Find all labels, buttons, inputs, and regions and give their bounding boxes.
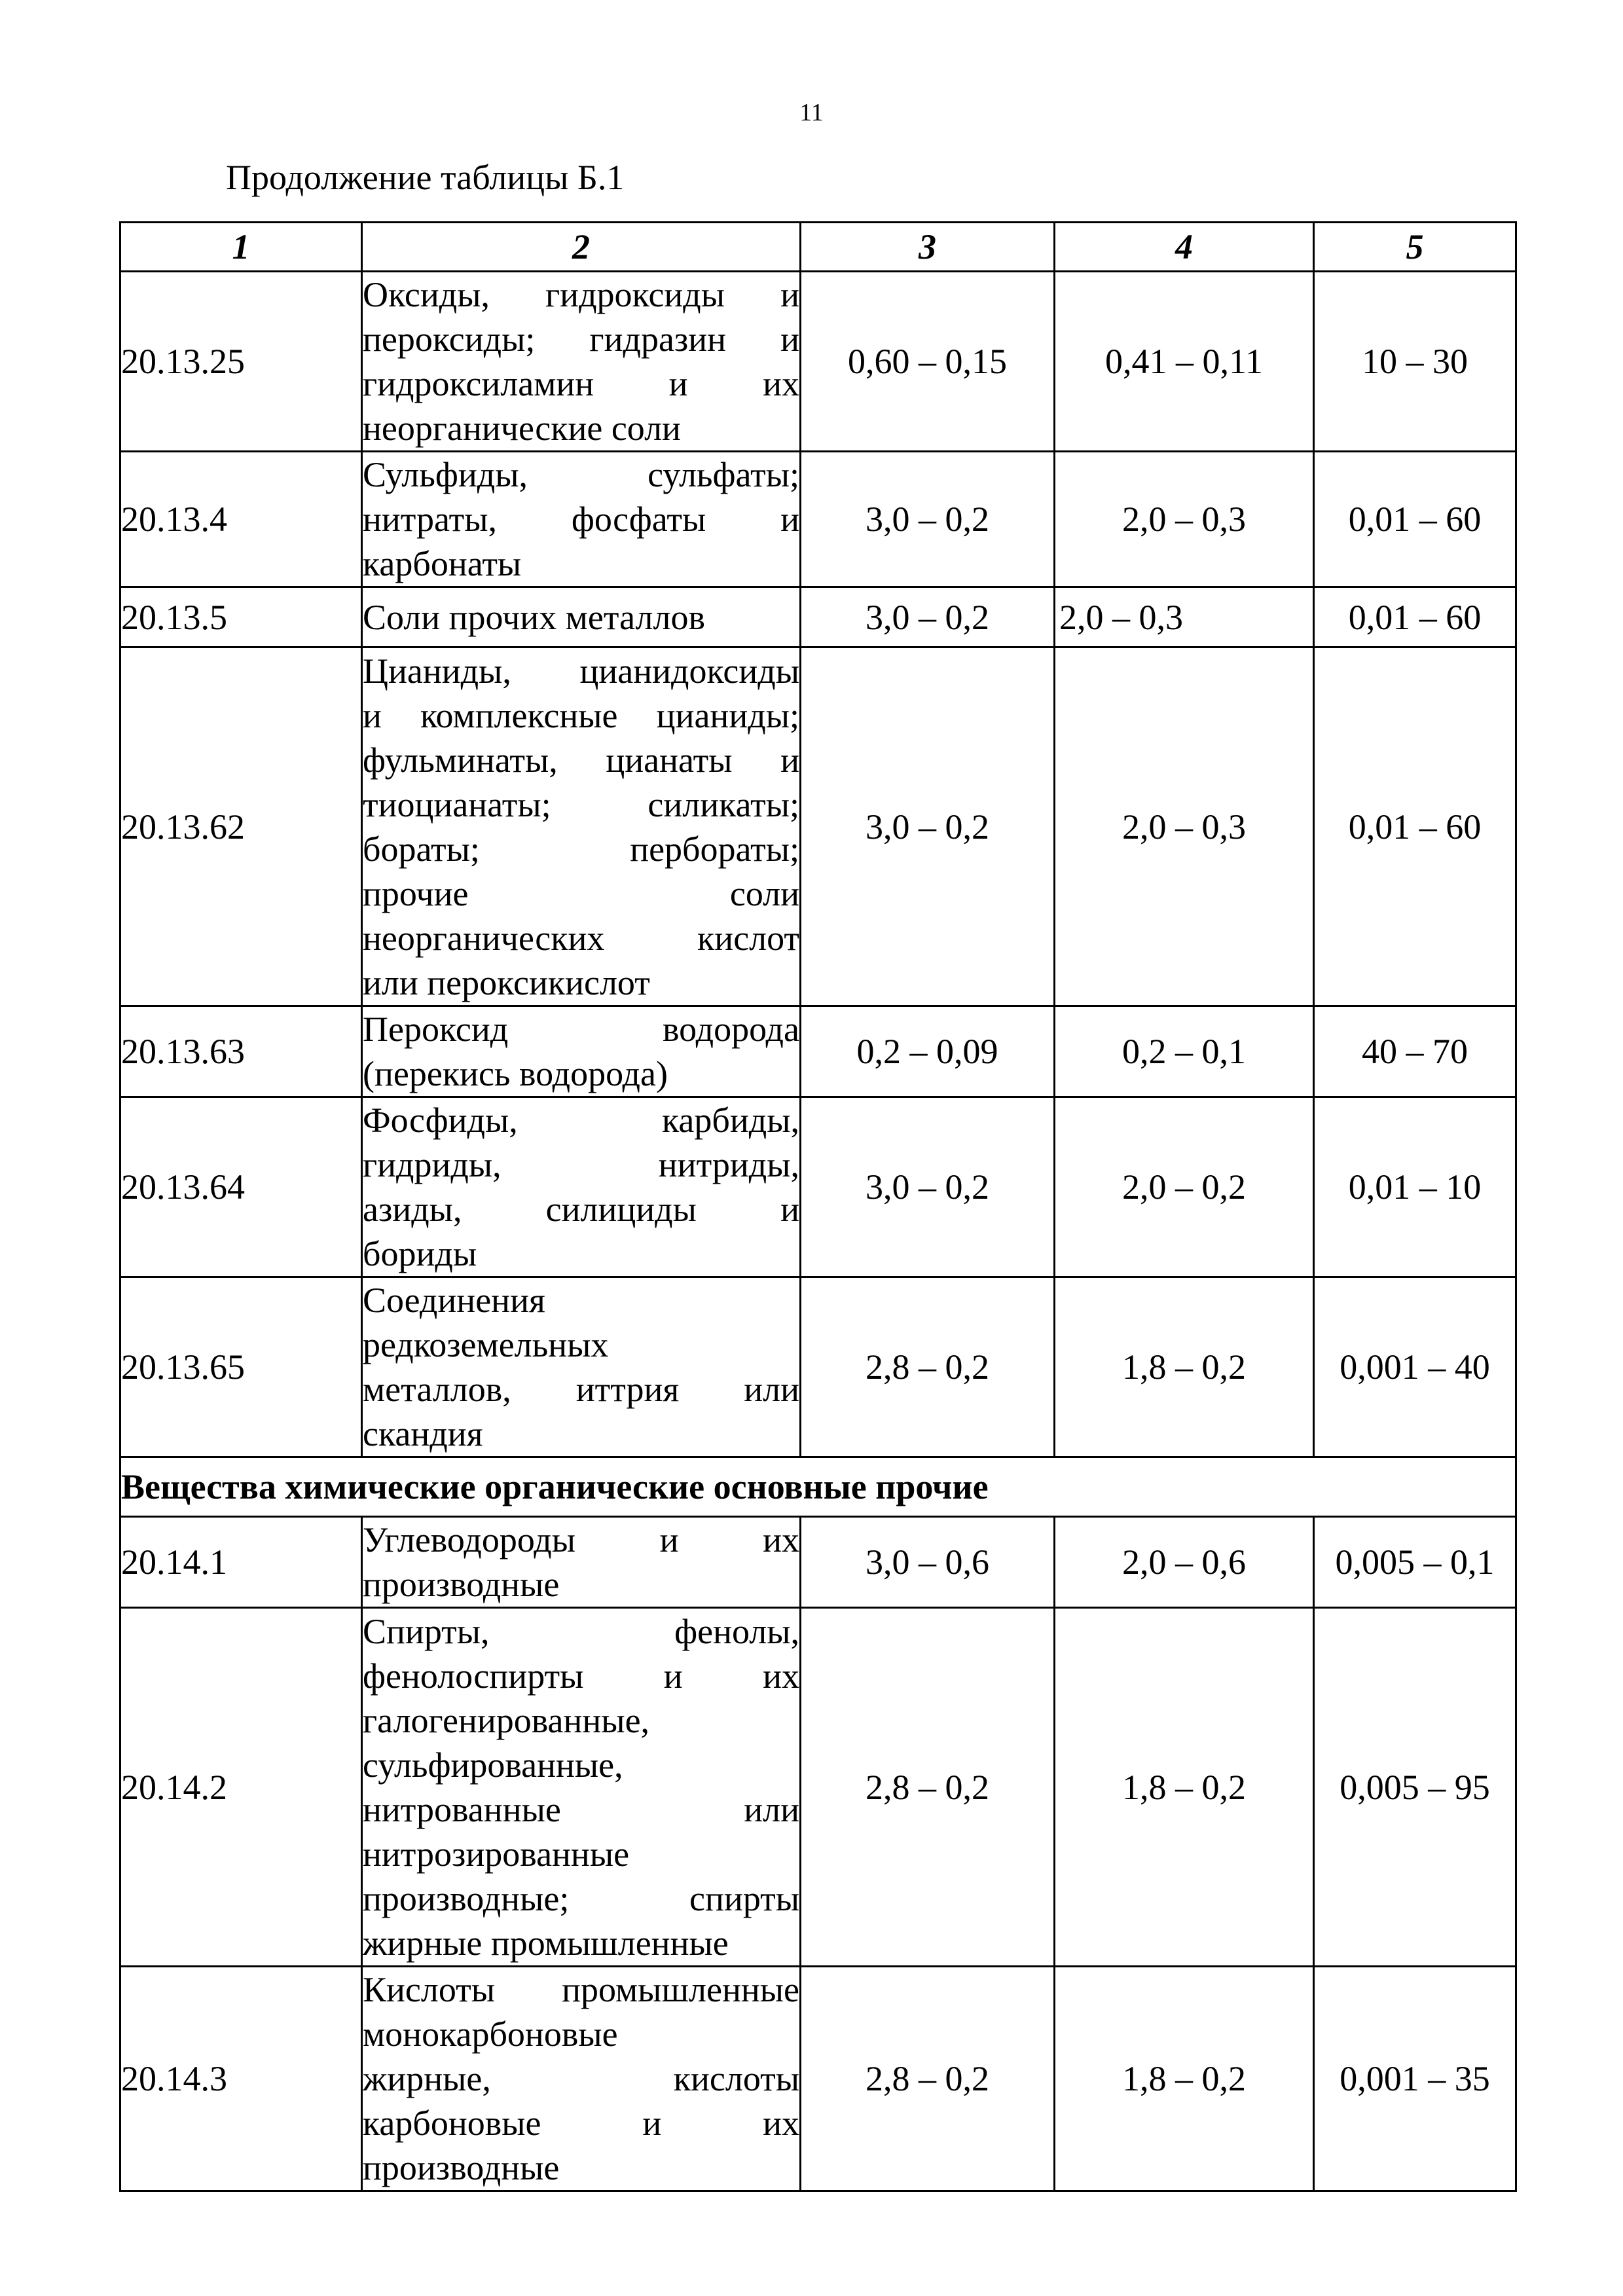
cell-name-line: карбоновые и их [363,2104,799,2143]
cell-name-line: карбонаты [363,544,522,583]
cell-c5: 0,001 – 40 [1314,1277,1516,1457]
cell-c4: 2,0 – 0,3 [1055,452,1314,587]
cell-name-line: фенолоспирты и их [363,1656,799,1696]
cell-name-line: производные; спирты [363,1878,799,1918]
cell-name-line: Углеводороды и их [363,1520,799,1559]
cell-c5: 0,001 – 35 [1314,1967,1516,2191]
cell-name-line: азиды, силициды и [363,1190,799,1229]
cell-name-line: гидриды, нитриды, [363,1145,799,1184]
cell-c3: 3,0 – 0,2 [801,1097,1055,1277]
cell-name [362,1006,801,1097]
cell-code: 20.13.62 [120,647,362,1006]
cell-c3: 3,0 – 0,2 [801,647,1055,1006]
cell-name [362,1097,801,1277]
cell-c3: 3,0 – 0,2 [801,452,1055,587]
table-row [120,1006,1516,1097]
cell-name-line: Соли прочих металлов [363,597,705,637]
column-header: 3 [801,223,1055,272]
table-header-row [120,223,1516,272]
column-header: 2 [362,223,801,272]
cell-code: 20.13.65 [120,1277,362,1457]
cell-c5: 0,01 – 60 [1314,452,1516,587]
cell-code: 20.13.25 [120,272,362,452]
cell-c5: 40 – 70 [1314,1006,1516,1097]
cell-name-line: производные [363,2148,560,2187]
cell-name-line: бориды [363,1234,477,1273]
cell-c4: 0,41 – 0,11 [1055,272,1314,452]
cell-c4: 0,2 – 0,1 [1055,1006,1314,1097]
cell-name-line: неорганических кислот [363,918,799,958]
cell-name-line: Спирты, фенолы, [363,1611,799,1651]
page-number: 11 [799,99,824,126]
table-row [120,1608,1516,1967]
cell-name-line: Оксиды, гидроксиды и [363,275,799,314]
table-row [120,1967,1516,2191]
cell-code: 20.14.3 [120,1967,362,2191]
cell-name-line: сульфированные, [363,1745,623,1785]
cell-c5: 0,01 – 60 [1314,587,1516,647]
cell-name-line: монокарбоновые [363,2014,618,2054]
cell-name-line: металлов, иттрия или [363,1370,799,1409]
cell-name-line: или пероксикислот [363,962,650,1002]
table-row [120,272,1516,452]
cell-name-line: и комплексные цианиды; [363,695,799,735]
section-title: Вещества химические органические основные прочие [120,1457,1516,1517]
cell-c4: 2,0 – 0,6 [1055,1517,1314,1608]
cell-name-line: фульминаты, цианаты и [363,740,799,780]
cell-name-line: жирные, кислоты [363,2059,799,2098]
cell-c4: 1,8 – 0,2 [1055,1967,1314,2191]
cell-c3: 3,0 – 0,2 [801,587,1055,647]
cell-name-line: пероксиды; гидразин и [363,319,799,359]
cell-name-line: Пероксид водорода [363,1010,799,1049]
cell-code: 20.13.4 [120,452,362,587]
cell-name-line: скандия [363,1414,483,1453]
cell-c4: 1,8 – 0,2 [1055,1608,1314,1967]
cell-name [362,1277,801,1457]
table-row [120,452,1516,587]
cell-c3: 3,0 – 0,6 [801,1517,1055,1608]
table-caption: Продолжение таблицы Б.1 [226,158,625,197]
cell-name-line: жирные промышленные [363,1923,729,1963]
cell-name-line: Кислоты промышленные [363,1970,799,2009]
cell-c5: 0,01 – 10 [1314,1097,1516,1277]
table-row [120,1517,1516,1608]
cell-c4: 2,0 – 0,3 [1055,587,1314,647]
cell-name [362,1608,801,1967]
column-header: 5 [1314,223,1516,272]
cell-name-line: прочие соли [363,873,799,913]
cell-name-line: Сульфиды, сульфаты; [363,455,799,494]
cell-c4: 2,0 – 0,3 [1055,647,1314,1006]
cell-name-line: (перекись водорода) [363,1054,668,1093]
cell-name-line: нитрозированные [363,1834,630,1874]
cell-code: 20.13.5 [120,587,362,647]
cell-c3: 0,2 – 0,09 [801,1006,1055,1097]
cell-code: 20.13.64 [120,1097,362,1277]
data-table [119,221,1517,2192]
table-row [120,1097,1516,1277]
cell-c4: 2,0 – 0,2 [1055,1097,1314,1277]
column-header: 1 [120,223,362,272]
cell-c3: 2,8 – 0,2 [801,1967,1055,2191]
cell-name-line: бораты; пербораты; [363,829,799,869]
cell-name-line: Соединения [363,1281,545,1320]
cell-name-line: галогенированные, [363,1700,650,1740]
cell-code: 20.14.2 [120,1608,362,1967]
cell-name [362,587,801,647]
cell-name-line: нитрованные или [363,1789,799,1829]
table-row [120,647,1516,1006]
table-row [120,1277,1516,1457]
column-header: 4 [1055,223,1314,272]
cell-c4: 1,8 – 0,2 [1055,1277,1314,1457]
cell-name-line: тиоцианаты; силикаты; [363,784,799,824]
cell-name-line: производные [363,1565,560,1604]
table-body [120,272,1516,2191]
cell-name-line: Фосфиды, карбиды, [363,1101,799,1140]
cell-c5: 0,01 – 60 [1314,647,1516,1006]
cell-name [362,272,801,452]
cell-name-line: гидроксиламин и их [363,364,799,403]
cell-name-line: неорганические соли [363,409,681,448]
cell-c5: 10 – 30 [1314,272,1516,452]
cell-c5: 0,005 – 0,1 [1314,1517,1516,1608]
cell-name-line: нитраты, фосфаты и [363,500,799,539]
cell-c3: 2,8 – 0,2 [801,1608,1055,1967]
cell-name-line: Цианиды, цианидоксиды [363,651,799,691]
cell-c3: 0,60 – 0,15 [801,272,1055,452]
cell-c3: 2,8 – 0,2 [801,1277,1055,1457]
cell-name-line: редкоземельных [363,1325,609,1364]
table-row [120,587,1516,647]
cell-code: 20.14.1 [120,1517,362,1608]
table-section-row [120,1457,1516,1517]
cell-name [362,1967,801,2191]
cell-name [362,647,801,1006]
cell-name [362,1517,801,1608]
cell-name [362,452,801,587]
cell-c5: 0,005 – 95 [1314,1608,1516,1967]
cell-code: 20.13.63 [120,1006,362,1097]
